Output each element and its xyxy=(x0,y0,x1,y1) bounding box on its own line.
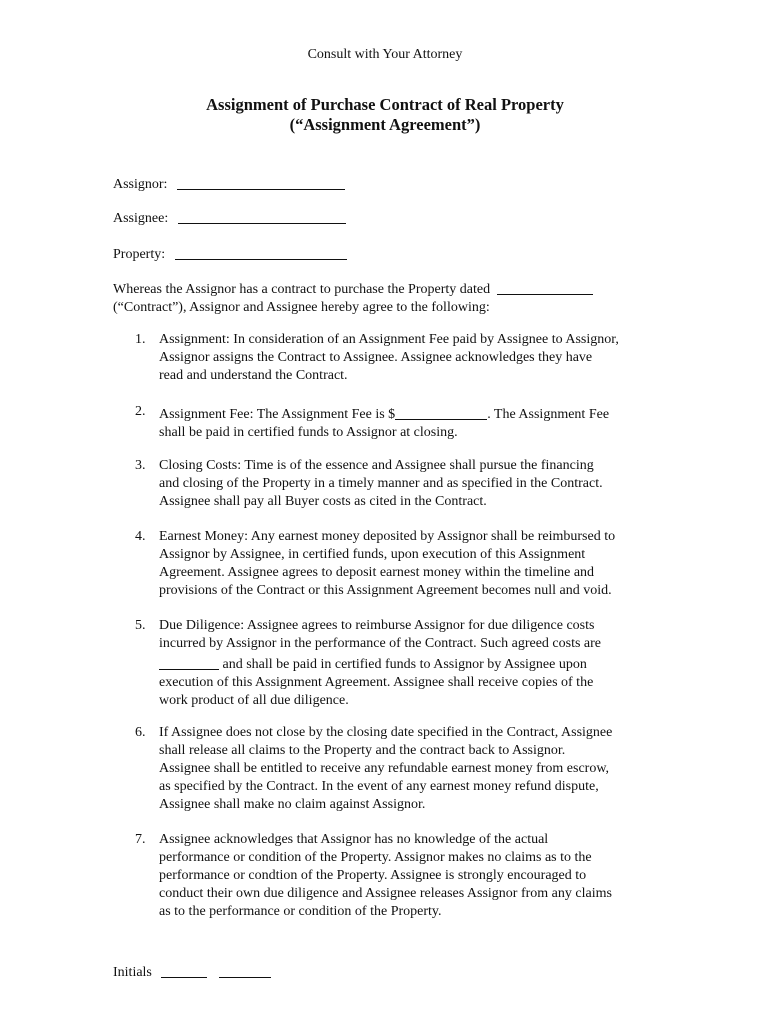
clause-line: shall release all claims to the Property and the contract back to Assignor. xyxy=(159,743,566,758)
header-note: Consult with Your Attorney xyxy=(307,47,463,62)
clause-3 xyxy=(135,457,695,511)
clause-1 xyxy=(135,331,695,385)
clause-line: Assignor assigns the Contract to Assignee. Assignee acknowledges they have xyxy=(159,350,593,365)
clause-line: provisions of the Contract or this Assignment Agreement becomes null and void. xyxy=(159,583,612,598)
clause-number: 1. xyxy=(135,332,146,347)
clause-number: 6. xyxy=(135,725,146,740)
assignee-blank[interactable] xyxy=(178,209,346,224)
clause-line: as to the performance or condition of the Property. xyxy=(159,904,442,919)
clause-number: 2. xyxy=(135,404,146,419)
property-label: Property: xyxy=(113,247,166,262)
initials-blank-1[interactable] xyxy=(161,963,207,978)
assignee-field-row xyxy=(113,207,346,227)
clause-line: Agreement. Assignee agrees to deposit earnest money within the timeline and xyxy=(159,565,595,580)
clause-text: Assignment Fee: The Assignment Fee is $ xyxy=(159,407,396,422)
clause-5 xyxy=(135,617,695,710)
assignor-blank[interactable] xyxy=(177,175,345,190)
contract-date-blank[interactable] xyxy=(497,280,593,295)
recital-paragraph xyxy=(113,278,673,317)
clause-line: as specified by the Contract. In the event of any earnest money refund dispute, xyxy=(159,779,599,794)
clause-line: Due Diligence: Assignee agrees to reimburse Assignor for due diligence costs xyxy=(159,618,595,633)
assignment-fee-blank[interactable] xyxy=(395,405,487,420)
clause-number: 4. xyxy=(135,529,146,544)
recital-line-1: Whereas the Assignor has a contract to purchase the Property dated xyxy=(113,282,491,297)
clause-line: execution of this Assignment Agreement. Assignee shall receive copies of the xyxy=(159,675,594,690)
clause-line: Assignee acknowledges that Assignor has no knowledge of the actual xyxy=(159,832,549,847)
clause-line: Assignor by Assignee, in certified funds, upon execution of this Assignment xyxy=(159,547,586,562)
clause-line: incurred by Assignor in the performance of the Contract. Such agreed costs are xyxy=(159,636,602,651)
property-field-row xyxy=(113,243,347,263)
clause-line: Closing Costs: Time is of the essence and Assignee shall pursue the financing xyxy=(159,458,594,473)
recital-line-2: (“Contract”), Assignor and Assignee hereby agree to the following: xyxy=(113,300,490,315)
clause-number: 3. xyxy=(135,458,146,473)
clause-line: Assignment: In consideration of an Assignment Fee paid by Assignee to Assignor, xyxy=(159,332,619,347)
clause-line: work product of all due diligence. xyxy=(159,693,349,708)
assignor-field-row xyxy=(113,173,345,193)
clause-6 xyxy=(135,724,695,814)
clause-line: If Assignee does not close by the closing date specified in the Contract, Assignee xyxy=(159,725,613,740)
clause-line: conduct their own due diligence and Assignee releases Assignor from any claims xyxy=(159,886,612,901)
title-line-2: (“Assignment Agreement”) xyxy=(289,115,481,134)
clause-line: shall be paid in certified funds to Assignor at closing. xyxy=(159,425,458,440)
clause-line: performance or condtion of the Property. Assignee is strongly encouraged to xyxy=(159,868,587,883)
title-line-1: Assignment of Purchase Contract of Real Property xyxy=(206,95,564,114)
assignor-label: Assignor: xyxy=(113,177,168,192)
property-blank[interactable] xyxy=(175,245,347,260)
clause-line: Assignee shall pay all Buyer costs as cited in the Contract. xyxy=(159,494,487,509)
clause-text: and shall be paid in certified funds to Assignor by Assignee upon xyxy=(219,657,587,672)
clause-line: performance or condition of the Property. Assignor makes no claims as to the xyxy=(159,850,592,865)
clause-4 xyxy=(135,528,695,600)
clause-2 xyxy=(135,403,695,442)
document-title xyxy=(0,95,770,135)
initials-row xyxy=(113,961,271,981)
clause-number: 7. xyxy=(135,832,146,847)
clause-line: Earnest Money: Any earnest money deposited by Assignor shall be reimbursed to xyxy=(159,529,616,544)
initials-label: Initials xyxy=(113,965,152,980)
clause-7 xyxy=(135,831,695,921)
assignee-label: Assignee: xyxy=(113,211,169,226)
clause-line: Assignee shall be entitled to receive any refundable earnest money from escrow, xyxy=(159,761,610,776)
clause-line: Assignee shall make no claim against Assignor. xyxy=(159,797,426,812)
initials-blank-2[interactable] xyxy=(219,963,271,978)
clause-number: 5. xyxy=(135,618,146,633)
clause-line: read and understand the Contract. xyxy=(159,368,348,383)
clause-text: . The Assignment Fee xyxy=(487,407,610,422)
clause-line: and closing of the Property in a timely manner and as specified in the Contract. xyxy=(159,476,603,491)
due-diligence-costs-blank[interactable] xyxy=(159,655,219,670)
